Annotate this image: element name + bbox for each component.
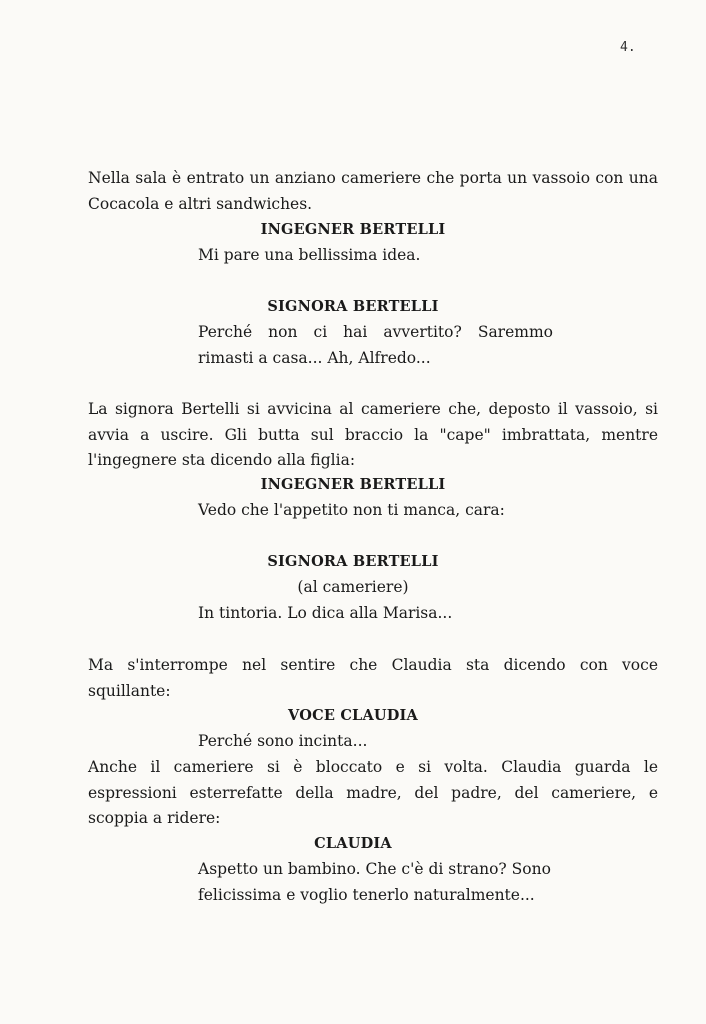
speaker-signora-bertelli: SIGNORA BERTELLI xyxy=(267,298,439,315)
speaker-signora-bertelli: SIGNORA BERTELLI xyxy=(267,553,439,570)
dialogue-line: Aspetto un bambino. Che c'è di strano? Sono felicissima e voglio tenerlo naturalmente... xyxy=(198,860,551,904)
page-number: 4. xyxy=(620,40,636,55)
paragraph-signora-approaches: La signora Bertelli si avvicina al cameriere che, deposto il vassoio, si avvia a uscire. Gli butta sul braccio la "cape" imbrattata, mentre l'ingegnere sta dicendo alla figlia: xyxy=(88,400,658,469)
speaker-claudia: CLAUDIA xyxy=(314,835,392,852)
paragraph-interruption: Ma s'interrompe nel sentire che Claudia sta dicendo con voce squillante: xyxy=(88,656,658,700)
paragraph-waiter-enters: Nella sala è entrato un anziano cameriere che porta un vassoio con una Cocacola e altri sandwiches. xyxy=(88,169,658,213)
stage-direction: (al cameriere) xyxy=(297,578,409,596)
speaker-voce-claudia: VOCE CLAUDIA xyxy=(288,707,418,724)
dialogue-line: Vedo che l'appetito non ti manca, cara: xyxy=(198,501,505,519)
paragraph-waiter-freezes: Anche il cameriere si è bloccato e si volta. Claudia guarda le espressioni esterrefatte della madre, del padre, del cameriere, e scoppia a ridere: xyxy=(88,758,658,827)
dialogue-line: Perché non ci hai avvertito? Saremmo rimasti a casa... Ah, Alfredo... xyxy=(198,323,553,367)
dialogue-line: In tintoria. Lo dica alla Marisa... xyxy=(198,604,453,622)
dialogue-line: Mi pare una bellissima idea. xyxy=(198,246,421,264)
speaker-ingegner-bertelli: INGEGNER BERTELLI xyxy=(260,221,446,238)
speaker-ingegner-bertelli: INGEGNER BERTELLI xyxy=(260,476,446,493)
dialogue-line: Perché sono incinta... xyxy=(198,732,368,750)
